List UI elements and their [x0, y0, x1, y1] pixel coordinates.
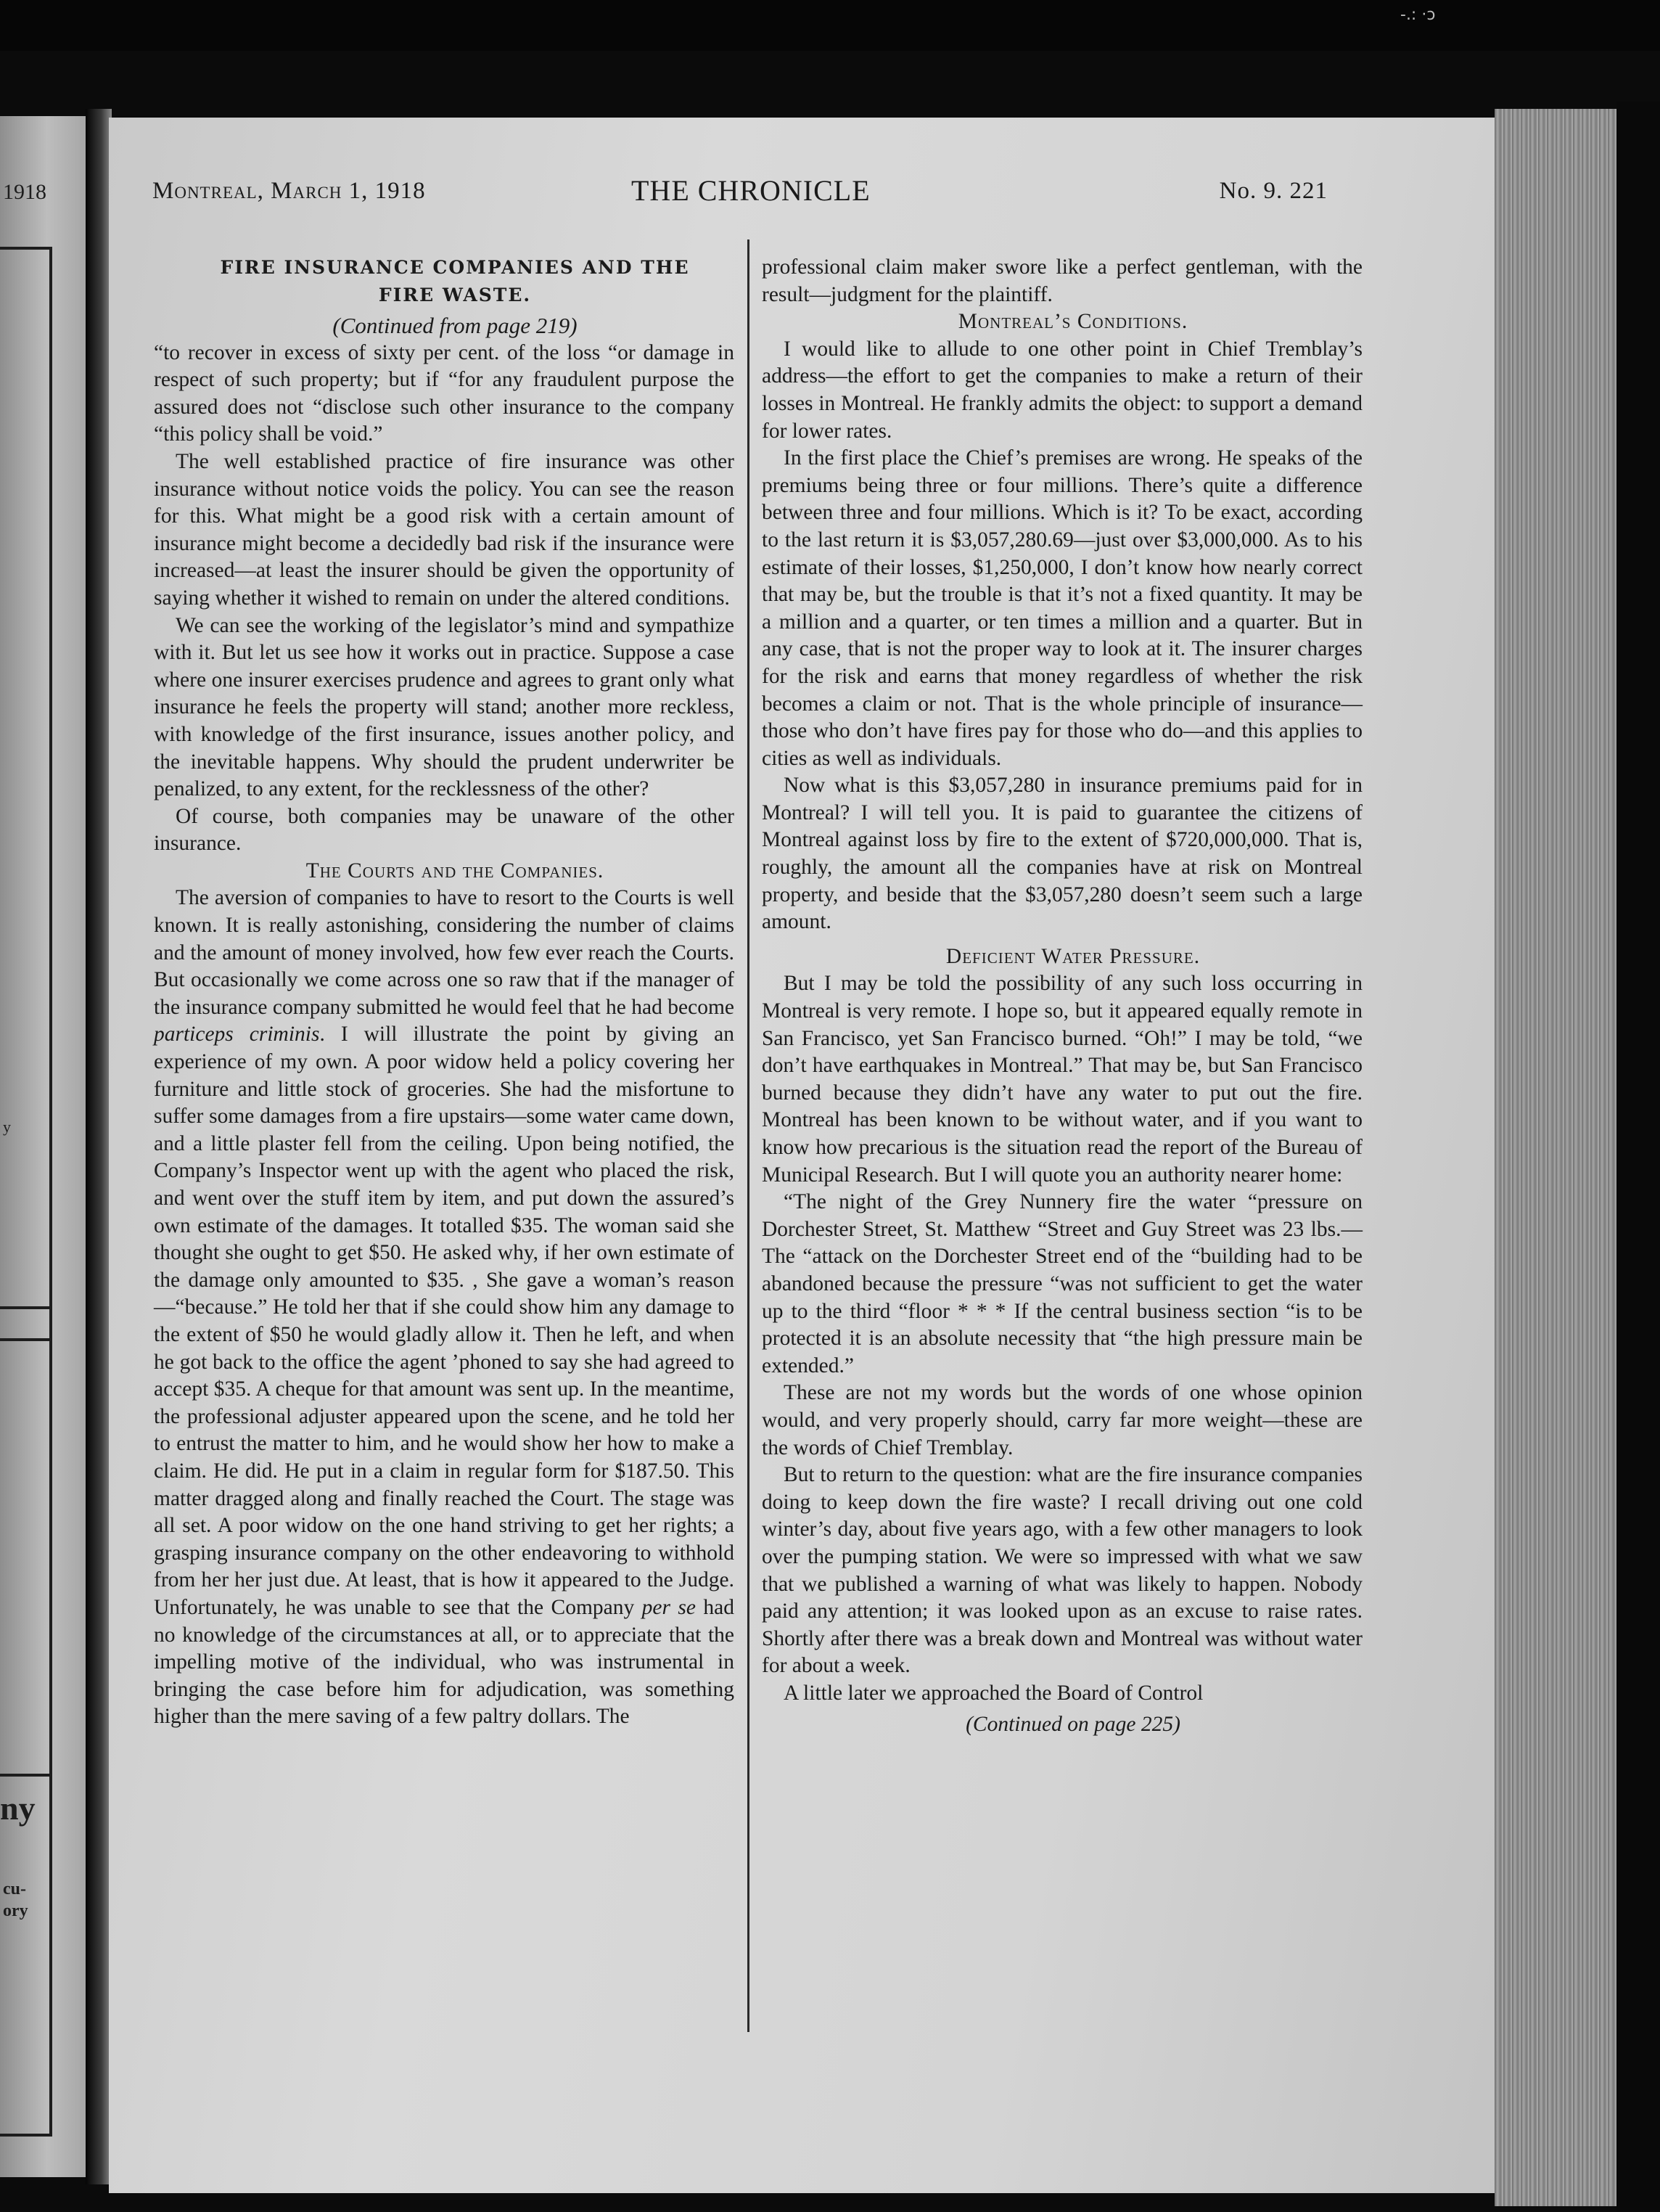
left-page-fragment: ny — [0, 1790, 36, 1827]
continued-on: (Continued on page 225) — [966, 1713, 1180, 1737]
paragraph: Now what is this $3,057,280 in insurance premiums paid for in Montreal? I will tell you. It is paid to guarantee the citizens of Montreal against loss by fire to the extent of $720,000,000. That is, roughly, the amount all the companies have at risk on Montreal property, and beside that the $3,057,280 doesn’t seem such a large amount. — [762, 774, 1363, 934]
text-run: The aversion of companies to have to resort to the Courts is well known. It is really astonishing, considering the number of claims and the amount of money involved, how few ever reach the Courts. But occasionally we come across one so raw that if the manager of the insurance company submitted he would feel that he had become — [154, 886, 734, 1019]
continued-from: (Continued from page 219) — [332, 313, 578, 338]
paragraph: But I may be told the possibility of any such loss occurring in Montreal is very remote. I hope so, but it appeared equally remote in San Francisco, yet San Francisco burned. “Oh!” I may be told, “we don’t have earthquakes in Montreal.” That may be, but San Francisco burned because they didn’t have any water to put out the fire. Montreal has been known to be without water, and if you want to know how precarious is the situation read the report of the Bureau of Municipal Research. But I will quote you an authority nearer home: — [762, 972, 1363, 1187]
right-column — [762, 254, 1363, 1739]
left-page-frame — [0, 1306, 52, 1777]
paragraph — [154, 885, 734, 1730]
header-dateline: Montreal, March 1, 1918 — [152, 178, 426, 204]
left-page-fragment: cu- — [3, 1880, 26, 1898]
quoted-paragraph: “The night of the Grey Nunnery fire the water “pressure on Dorchester Street, St. Matthew “Street and Guy Street was 23 lbs.—The “attack on the Dorchester Street end of the “building had to be abandoned because the pressure “was not sufficient to get the water up to the third “floor * * * If the central business section “is to be protected it is an absolute necessity that “the high pressure main be extended.” — [762, 1190, 1363, 1377]
paragraph: “to recover in excess of sixty per cent. of the loss “or damage in respect of such property; but if “for any fraudulent purpose the assured does not “disclose such other insurance to the company “this policy shall be void.” — [154, 340, 734, 446]
left-page-year: 1918 — [3, 180, 46, 204]
book-page-edges — [1495, 109, 1618, 2206]
film-border-right — [1616, 102, 1660, 2212]
paragraph: In the first place the Chief’s premises are wrong. He speaks of the premiums being three or four millions. There’s quite a difference between three and four millions. Which is it? To be exact, according to the last return it is $3,057,280.69—just over $3,000,000. As to his estimate of their losses, $1,250,000, I don’t know how nearly correct that may be, but the trouble is that it’s not a fixed quantity. It may be a million and a quarter, or ten times a million and a quarter. But in any case, that is not the proper way to look at it. The insurer charges for the risk and earns that money regardless of whether the risk becomes a claim or not. That is the whole principle of insurance—those who don’t have fires pay for those who do—and this applies to cities as well as individuals. — [762, 446, 1363, 770]
column-rule — [747, 239, 749, 2032]
adjacent-left-page — [0, 116, 86, 2177]
latin-phrase: per se — [641, 1595, 696, 1619]
left-page-fragment: y — [3, 1118, 11, 1136]
running-head — [152, 174, 1328, 214]
left-page-fragment: ory — [3, 1901, 28, 1920]
paragraph: We can see the working of the legislator’s mind and sympathize with it. But let us see how it works out in practice. Suppose a case where one insurer exercises prudence and agrees to grant only what insurance he feels the property will stand; another more reckless, with knowledge of the first insurance, issues another policy, and the inevitable happens. Why should the prudent underwriter be penalized, to any extent, for the recklessness of the other? — [154, 613, 734, 801]
left-page-frame — [0, 247, 52, 1341]
paragraph: But to return to the question: what are the fire insurance companies doing to keep down the fire waste? I recall driving out one cold winter’s day, about five years ago, with a few other managers to look over the pumping station. We were so impressed with what we saw that we published a warning of what was likely to happen. Nobody paid any attention; it was looked upon as an excuse to raise rates. Shortly after there was a break down and Montreal was without water for about a week. — [762, 1463, 1363, 1678]
header-masthead: THE CHRONICLE — [631, 174, 871, 207]
section-heading: The Courts and the Companies. — [305, 859, 604, 882]
header-issue-page: No. 9. 221 — [1219, 178, 1328, 204]
paragraph: Of course, both companies may be unaware of the other insurance. — [154, 804, 734, 856]
left-column — [154, 254, 734, 1731]
article-title: FIRE INSURANCE COMPANIES AND THE — [220, 257, 690, 278]
paragraph: A little later we approached the Board of Control — [784, 1681, 1204, 1705]
latin-phrase: particeps criminis — [154, 1023, 320, 1046]
paragraph: I would like to allude to one other point in Chief Tremblay’s address—the effort to get the companies to make a return of their losses in Montreal. He frankly admits the object: to support a demand for lower rates. — [762, 337, 1363, 443]
section-heading: Montreal’s Conditions. — [958, 310, 1188, 334]
page-gutter — [86, 109, 112, 2184]
text-run: had no knowledge of the circumstances at all, or to appreciate that the impelling motive of the individual, who was instrumental in bringing the case before him for adjudication, was something higher than the mere saving of a few paltry dollars. The — [154, 1595, 734, 1729]
section-heading: Deficient Water Pressure. — [945, 944, 1201, 968]
paragraph: The well established practice of fire insurance was other insurance without notice voids the policy. You can see the reason for this. What might be a good risk with a certain amount of insurance might become a decidedly bad risk if the insurance were increased—at least the insurer should be given the opportunity of saying whether it wished to remain on under the altered conditions. — [154, 449, 734, 610]
article-title-line2: FIRE WASTE. — [378, 284, 532, 306]
film-mark: -.: ·ɔ — [1400, 6, 1436, 24]
paragraph: professional claim maker swore like a perfect gentleman, with the result—judgment for the plaintiff. — [762, 255, 1363, 306]
paragraph: These are not my words but the words of one whose opinion would, and very properly should, carry far more weight—these are the words of Chief Tremblay. — [762, 1381, 1363, 1459]
text-run: . I will illustrate the point by giving an experience of my own. A poor widow held a policy covering her furniture and little stock of groceries. She had the misfortune to suffer some damages from a fire upstairs—some water came down, and a little plaster fell from the ceiling. Upon being notified, the Company’s Inspector went up with the agent who placed the risk, and went over the stuff item by item, and put down the assured’s own estimate of the damages. It totalled $35. The woman said she thought she ought to get $50. He asked why, if her own estimate of the damage only amounted to $35. , She gave a woman’s reason—“because.” He told her that if she could show him any damage to the extent of $50 he would gladly allow it. Then he left, and when he got back to the office the agent ’phoned to say she had agreed to accept $35. A cheque for that amount was sent up. In the meantime, the professional adjuster appeared upon the scene, and he told her to entrust the matter to him, and he would show her how to make a claim. He did. He put in a claim in regular form for $187.50. This matter dragged along and finally reached the Court. The stage was all set. A poor widow on the one hand striving to get her rights; a grasping insurance company on the other endeavoring to withhold from her her just due. At least, that is how it appeared to the Judge. Unfortunately, he was unable to see that the Company — [154, 1023, 734, 1619]
